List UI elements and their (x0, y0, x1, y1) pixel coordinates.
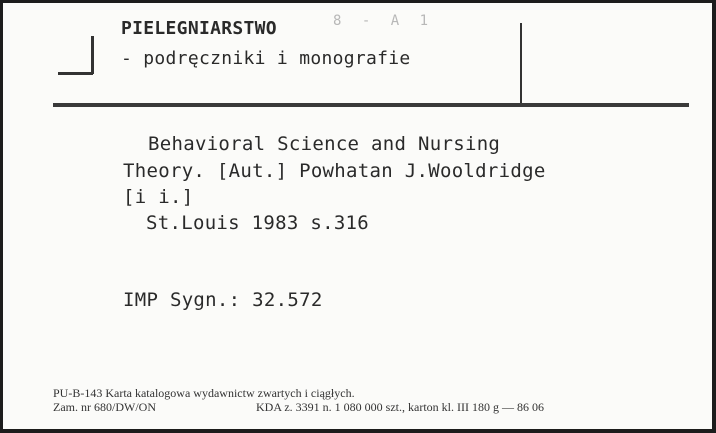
title-line-1: Behavioral Science and Nursing (148, 133, 501, 155)
heading-bracket-vertical (91, 36, 94, 74)
separator-rule (53, 103, 689, 107)
heading-bracket-horizontal (58, 72, 93, 75)
footer-order-right: KDA z. 3391 n. 1 080 000 szt., karton kl. III 180 g — 86 06 (256, 400, 544, 414)
imprint-line: St.Louis 1983 s.316 (146, 212, 370, 234)
subject-heading: PIELEGNIARSTWO (121, 18, 277, 39)
footer-form-line: PU-B-143 Karta katalogowa wydawnictw zwartych i ciągłych. (53, 386, 355, 400)
subject-subheading: - podręczniki i monografie (121, 48, 411, 69)
catalog-card (3, 3, 712, 429)
footer-order-left: Zam. nr 680/DW/ON (53, 400, 156, 414)
faint-pencil-mark: 8 - A 1 (333, 13, 435, 29)
call-number: IMP Sygn.: 32.572 (123, 289, 323, 311)
heading-divider-right (520, 23, 522, 103)
title-line-3: [i i.] (123, 186, 194, 208)
title-line-2: Theory. [Aut.] Powhatan J.Wooldridge (123, 160, 546, 182)
